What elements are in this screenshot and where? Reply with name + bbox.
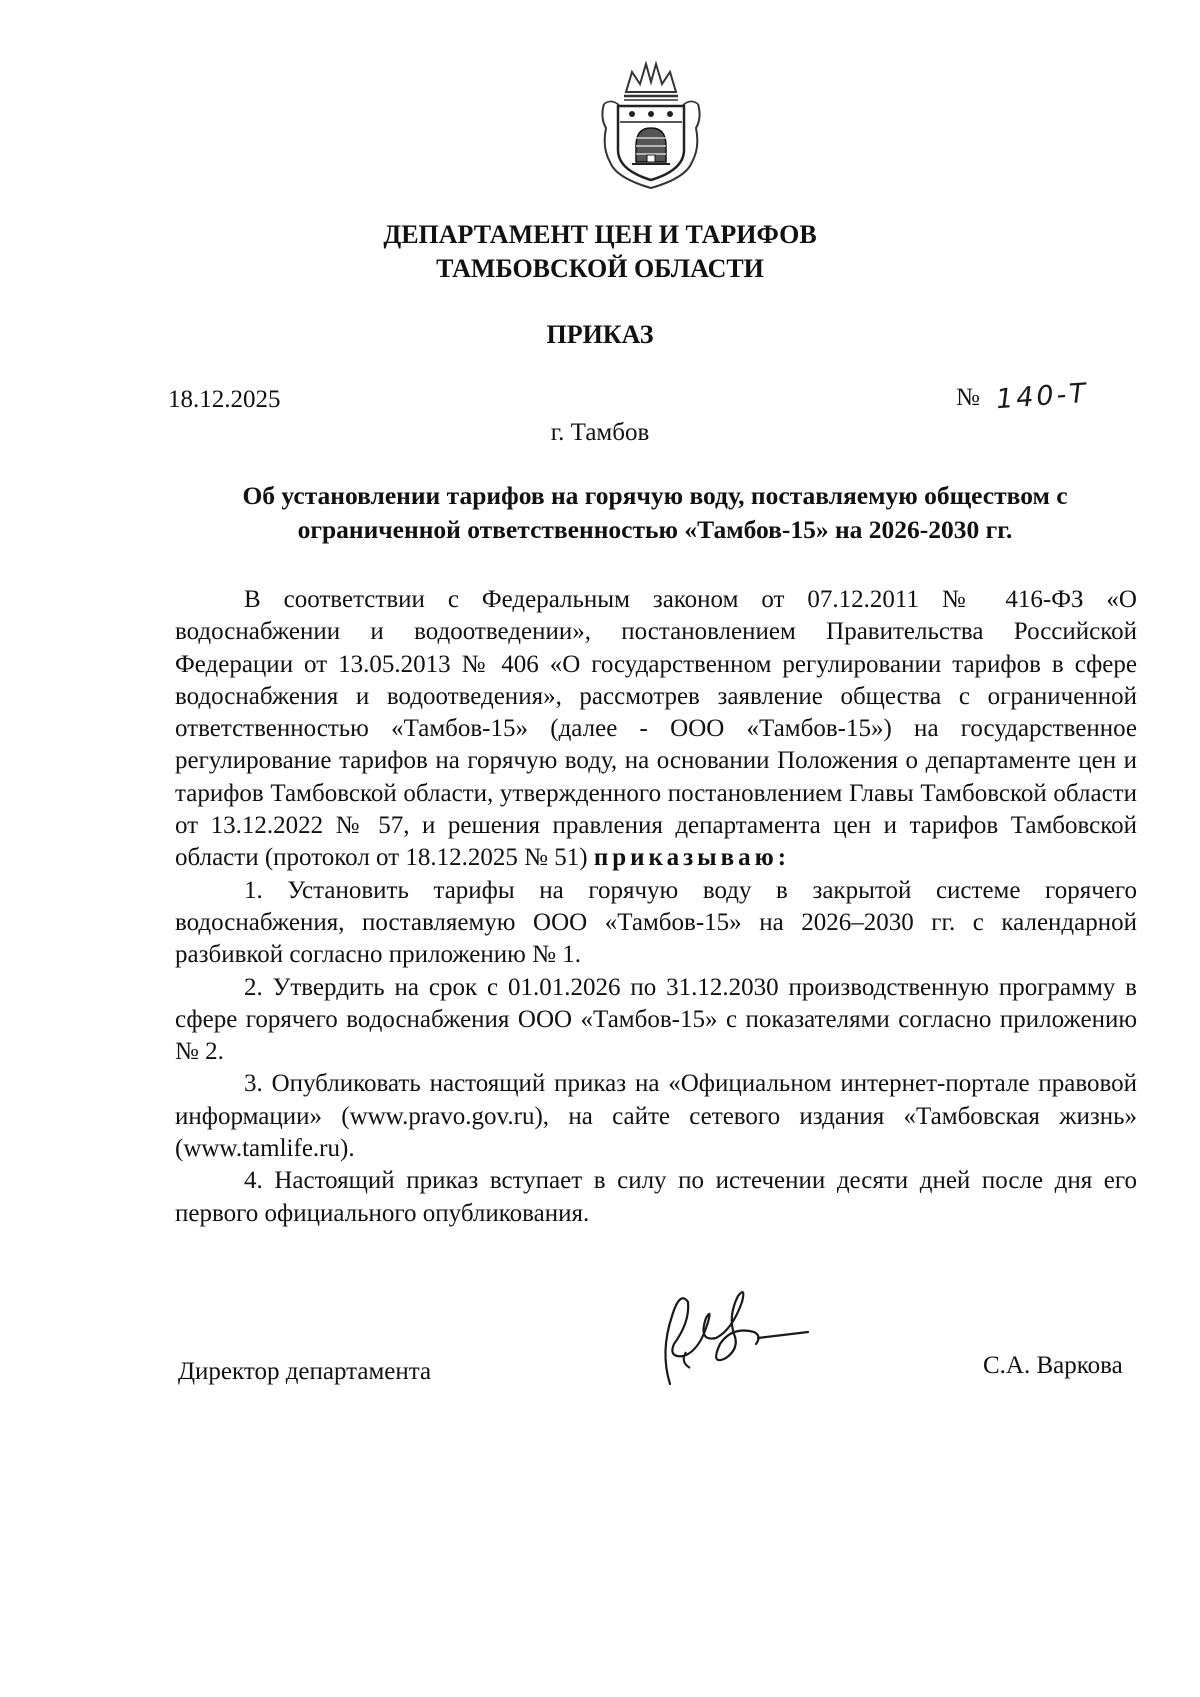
number-value-handwritten: 140-Т — [994, 377, 1090, 416]
subject-line2: ограниченной ответственностью «Тамбов-15» на 2026-2030 гг. — [297, 515, 1013, 544]
order-subject — [190, 479, 1120, 547]
order-word: приказываю: — [593, 844, 791, 872]
order-item-4: 4. Настоящий приказ вступает в силу по истечении десяти дней после дня его первого официального опубликования. — [175, 1167, 1137, 1227]
order-number — [956, 377, 1090, 416]
order-item-1: 1. Установить тарифы на горячую воду в закрытой системе горячего водоснабжения, поставляемую ООО «Тамбов-15» на 2026–2030 гг. с календарной разбивкой согласно приложению № 1. — [175, 876, 1137, 969]
order-item-2: 2. Утвердить на срок с 01.01.2026 по 31.12.2030 производственную программу в сфере горячего водоснабжения ООО «Тамбов-15» с показателями согласно приложению № 2. — [175, 973, 1137, 1066]
preamble-paragraph — [175, 584, 1137, 875]
department-title-line2: ТАМБОВСКОЙ ОБЛАСТИ — [436, 254, 764, 283]
order-body — [175, 584, 1137, 1230]
order-date: 18.12.2025 — [168, 386, 281, 413]
department-title-line1: ДЕПАРТАМЕНТ ЦЕН И ТАРИФОВ — [383, 220, 817, 249]
city-line: г. Тамбов — [550, 419, 650, 446]
signatory-position: Директор департамента — [178, 1358, 432, 1385]
coat-of-arms-icon — [598, 58, 704, 192]
subject-line1: Об установлении тарифов на горячую воду, поставляемую обществом с — [242, 481, 1068, 510]
preamble-text: В соответствии с Федеральным законом от 07.12.2011 № 416-ФЗ «О водоснабжении и водоотведении», постановлением Правительства Российской Федерации от 13.05.2013 № 406 «О государственном регулировании тарифов в сфере водоснабжения и водоотведения», рассмотрев заявление общества с ограниченной ответственностью «Тамбов-15» (далее - ООО «Тамбов-15») на государственное регулирование тарифов на горячую воду, на основании Положения о департаменте цен и тарифов Тамбовской области, утвержденного постановлением Главы Тамбовской области от 13.12.2022 № 57, и решения правления департамента цен и тарифов Тамбовской области (протокол от 18.12.2025 № 51) — [175, 586, 1137, 872]
signatory-name: С.А. Варкова — [983, 1352, 1123, 1379]
handwritten-signature-icon — [650, 1272, 830, 1392]
doc-type-title: ПРИКАЗ — [546, 320, 654, 349]
number-label: № — [956, 384, 980, 411]
order-item-3: 3. Опубликовать настоящий приказ на «Официальном интернет-портале правовой информации» (www.pravo.gov.ru), на сайте сетевого издания «Тамбовская жизнь» (www.tamlife.ru). — [175, 1070, 1137, 1163]
